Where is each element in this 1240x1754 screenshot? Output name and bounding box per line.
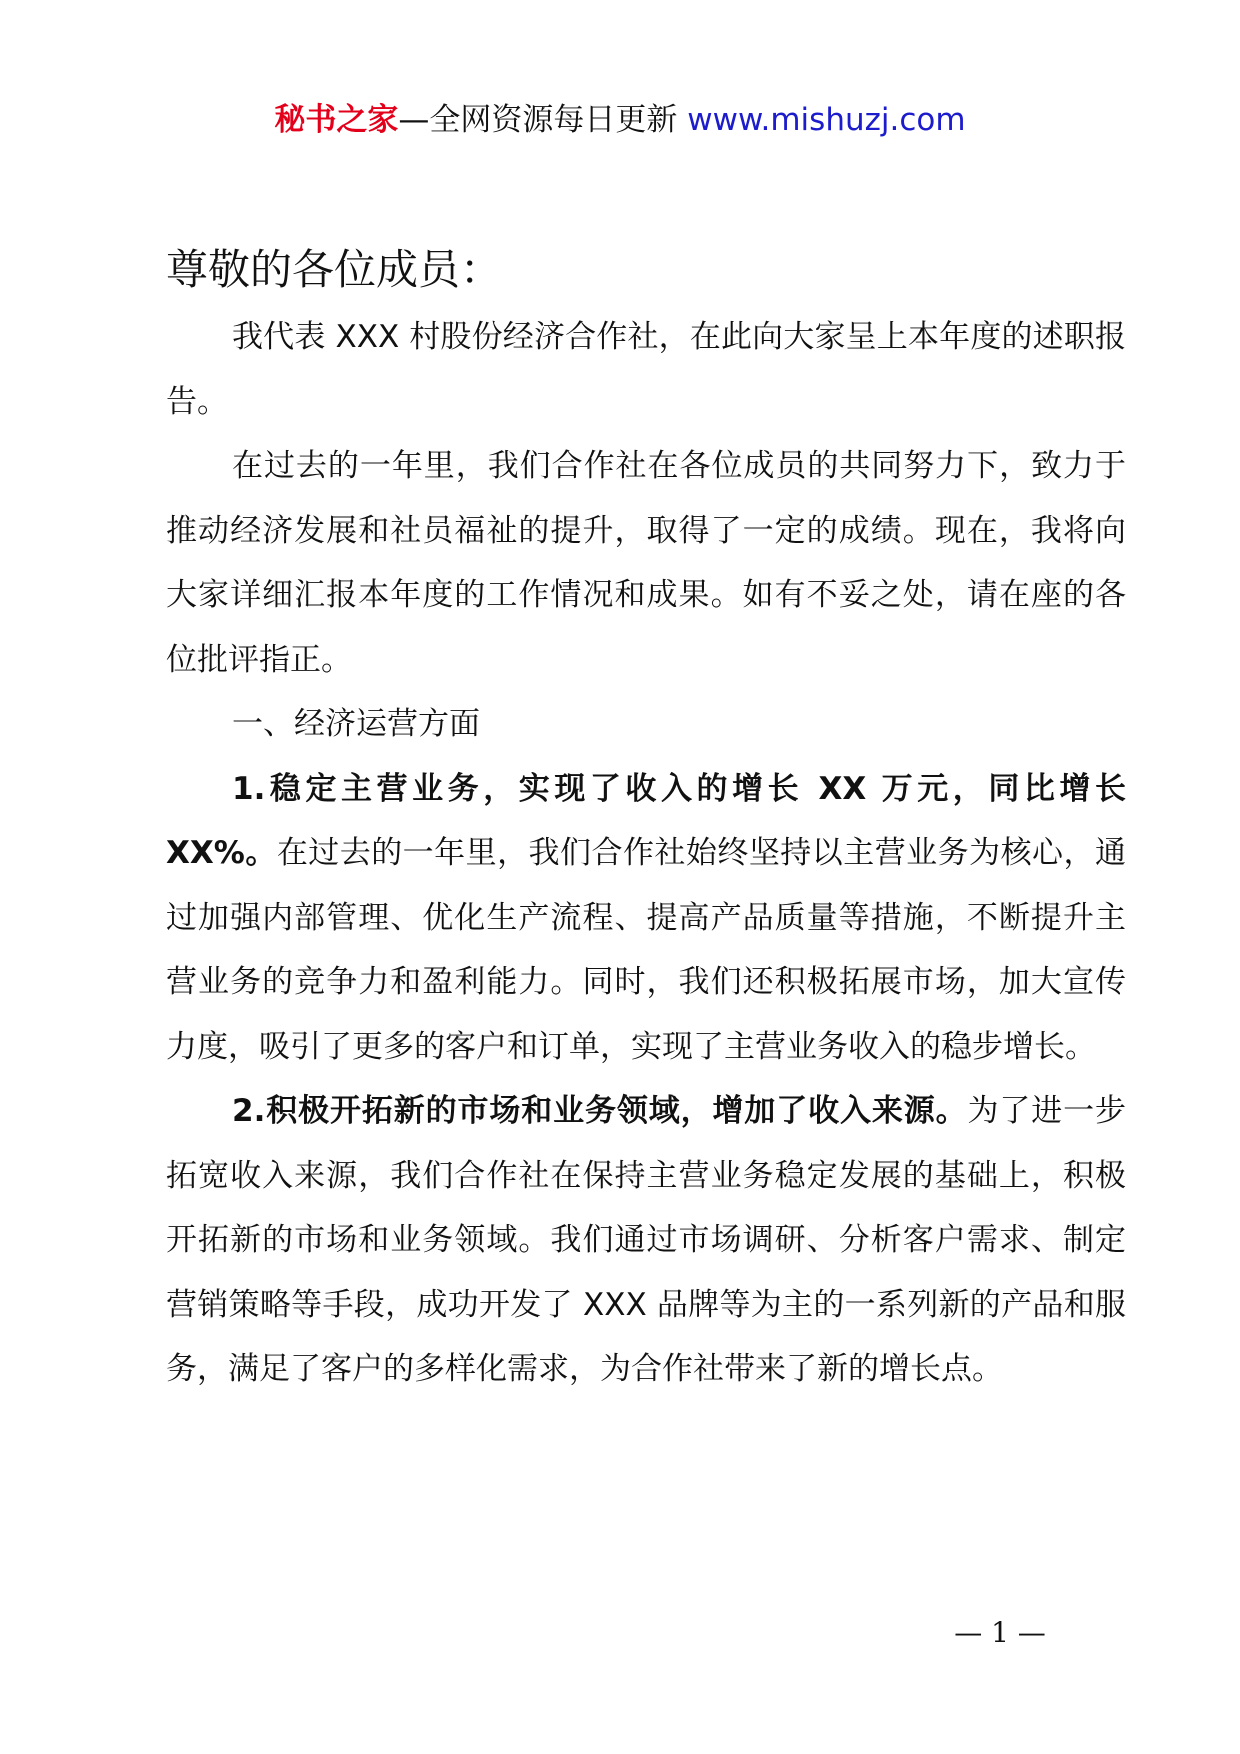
- paragraph-intro: 我代表 XXX 村股份经济合作社，在此向大家呈上本年度的述职报告。: [166, 319, 1126, 420]
- item-1: [166, 757, 1126, 1080]
- greeting: 尊敬的各位成员：: [166, 245, 503, 294]
- section-heading-economic: 一、经济运营方面: [232, 706, 480, 742]
- item-1-body: 在过去的一年里，我们合作社始终坚持以主营业务为核心，通过加强内部管理、优化生产流程、提高产品质量等措施，不断提升主营业务的竞争力和盈利能力。同时，我们还积极拓展市场，加大宣传力度，吸引了更多的客户和订单，实现了主营业务收入的稳步增长。: [166, 835, 1126, 1065]
- paragraph-overview: 在过去的一年里，我们合作社在各位成员的共同努力下，致力于推动经济发展和社员福祉的提升，取得了一定的成绩。现在，我将向大家详细汇报本年度的工作情况和成果。如有不妥之处，请在座的各位批评指正。: [166, 448, 1126, 678]
- item-1-heading: 1.稳定主营业务，实现了收入的增长 XX 万元，同比增长 XX%。: [166, 770, 1126, 871]
- brand-name: 秘书之家: [274, 102, 399, 138]
- website-link[interactable]: www.mishuzj.com: [687, 102, 966, 138]
- item-2-heading: 2.积极开拓新的市场和业务领域，增加了收入来源。: [232, 1093, 968, 1129]
- page-number: — 1 —: [954, 1616, 1046, 1649]
- site-header: [0, 98, 1240, 142]
- header-tagline: —全网资源每日更新: [398, 102, 678, 138]
- item-2: [166, 1079, 1126, 1402]
- item-2-body: 为了进一步拓宽收入来源，我们合作社在保持主营业务稳定发展的基础上，积极开拓新的市场和业务领域。我们通过市场调研、分析客户需求、制定营销策略等手段，成功开发了 XXX 品牌等为主的一系列新的产品和服务，满足了客户的多样化需求，为合作社带来了新的增长点。: [166, 1093, 1126, 1387]
- document-body: [166, 238, 1126, 1402]
